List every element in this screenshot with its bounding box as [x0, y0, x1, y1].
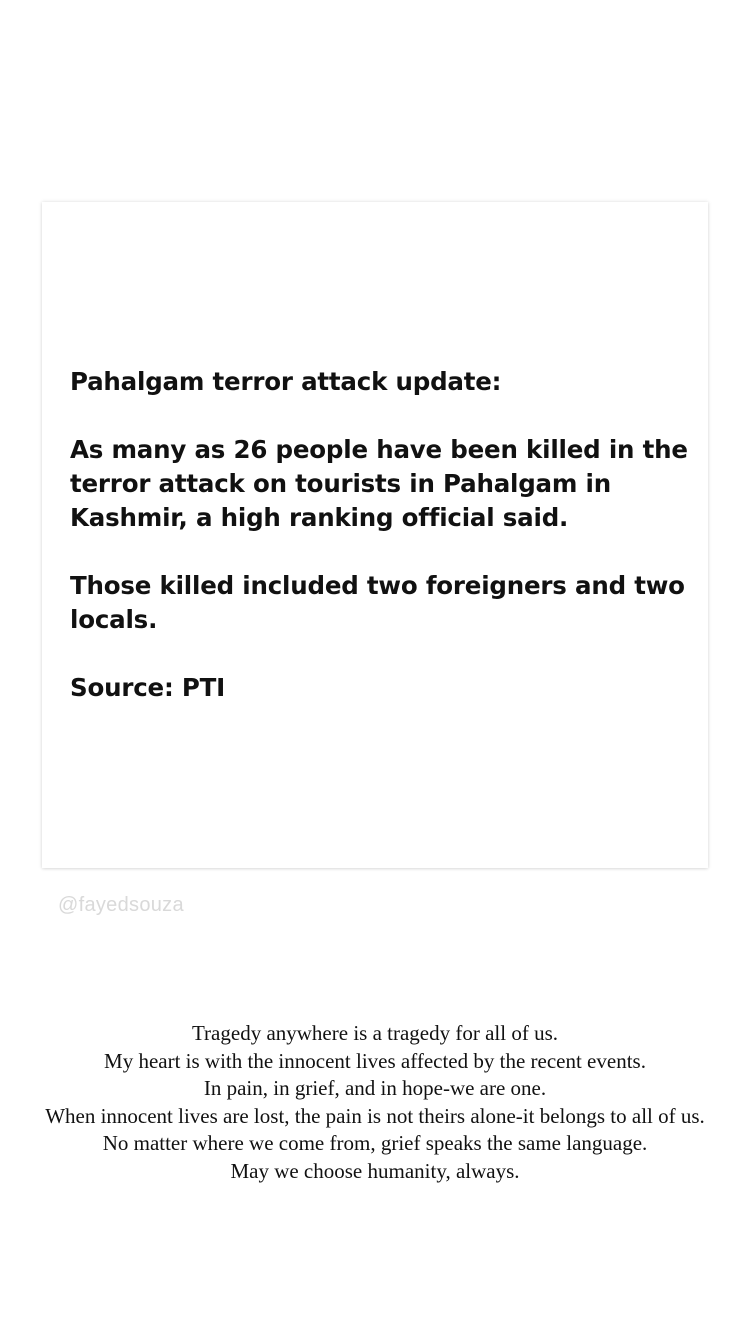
watermark-handle: @fayedsouza — [58, 894, 184, 916]
card-source: Source: PTI — [70, 673, 226, 702]
caption-line: My heart is with the innocent lives affected by the recent events. — [104, 1048, 646, 1073]
caption-line: When innocent lives are lost, the pain is not theirs alone-it belongs to all of us. — [45, 1103, 705, 1128]
caption-line: No matter where we come from, grief speaks the same language. — [102, 1131, 648, 1155]
card-heading: Pahalgam terror attack update: — [70, 367, 502, 396]
card-paragraph-deaths: As many as 26 people have been killed in the terror attack on tourists in Pahalgam in Kashmir, a high ranking official said. — [70, 435, 688, 532]
caption-line: In pain, in grief, and in hope-we are one. — [203, 1076, 547, 1100]
card-text-block — [70, 365, 690, 705]
card-paragraph-victims: Those killed included two foreigners and two locals. — [70, 571, 685, 634]
news-update-card — [42, 202, 708, 868]
caption-line: Tragedy anywhere is a tragedy for all of us. — [191, 1021, 559, 1045]
story-caption — [14, 1020, 736, 1185]
caption-line: May we choose humanity, always. — [230, 1158, 520, 1183]
